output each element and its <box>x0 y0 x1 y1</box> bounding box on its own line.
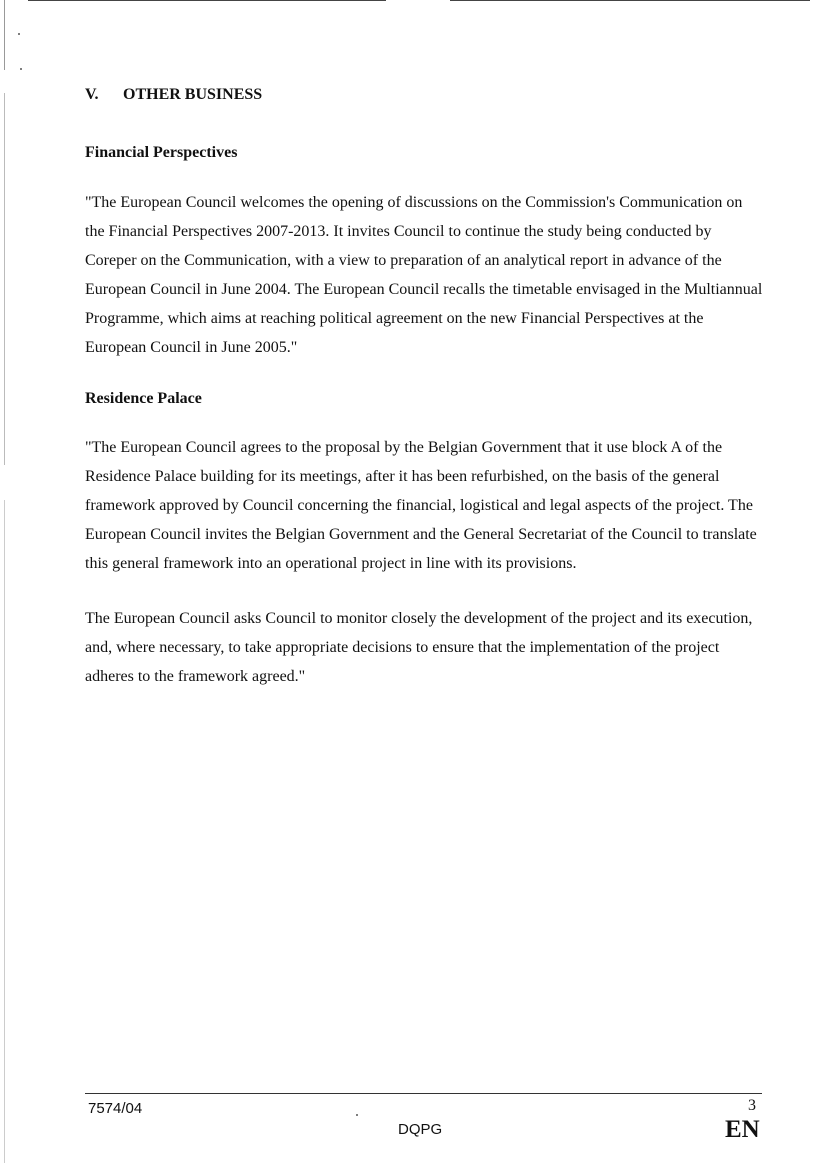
section-heading <box>85 84 765 106</box>
residence-palace-heading: Residence Palace <box>85 390 202 407</box>
residence-palace-paragraph-2: The European Council asks Council to monitor closely the development of the project and its execution, and, where necessary, to take appropriate decisions to ensure that the implementation of the project adheres to the framework agreed." <box>85 610 753 685</box>
footer-department: DQPG <box>398 1121 443 1138</box>
top-rule-right <box>450 0 810 1</box>
scan-speck <box>20 68 22 70</box>
scan-speck <box>356 1114 358 1116</box>
section-number: V. <box>85 86 99 103</box>
residence-palace-paragraph-1: "The European Council agrees to the proposal by the Belgian Government that it use block A of the Residence Palace building for its meetings, after it has been refurbished, on the basis of the general framework approved by Council concerning the financial, logistical and legal aspects of the project. The European Council invites the Belgian Government and the General Secretariat of the Council to translate this general framework into an operational project in line with its provisions. <box>85 439 757 572</box>
financial-perspectives-heading: Financial Perspectives <box>85 144 238 161</box>
top-rule-left <box>28 0 386 1</box>
financial-perspectives-paragraph: "The European Council welcomes the opening of discussions on the Commission's Communication on the Financial Perspectives 2007-2013. It invites Council to continue the study being conducted by Coreper on the Communication, with a view to preparation of an analytical report in advance of the European Council in June 2004. The European Council recalls the timetable envisaged in the Multiannual Programme, which aims at reaching political agreement on the new Financial Perspectives at the European Council in June 2005." <box>85 194 763 356</box>
footer-language-code: EN <box>725 1116 760 1143</box>
footer-rule <box>85 1093 762 1094</box>
document-body <box>85 84 765 691</box>
footer-page-number: 3 <box>748 1097 756 1114</box>
section-title: OTHER BUSINESS <box>123 86 263 103</box>
scan-edge <box>4 0 5 1163</box>
footer-document-code: 7574/04 <box>88 1100 143 1117</box>
scan-speck <box>18 33 20 35</box>
